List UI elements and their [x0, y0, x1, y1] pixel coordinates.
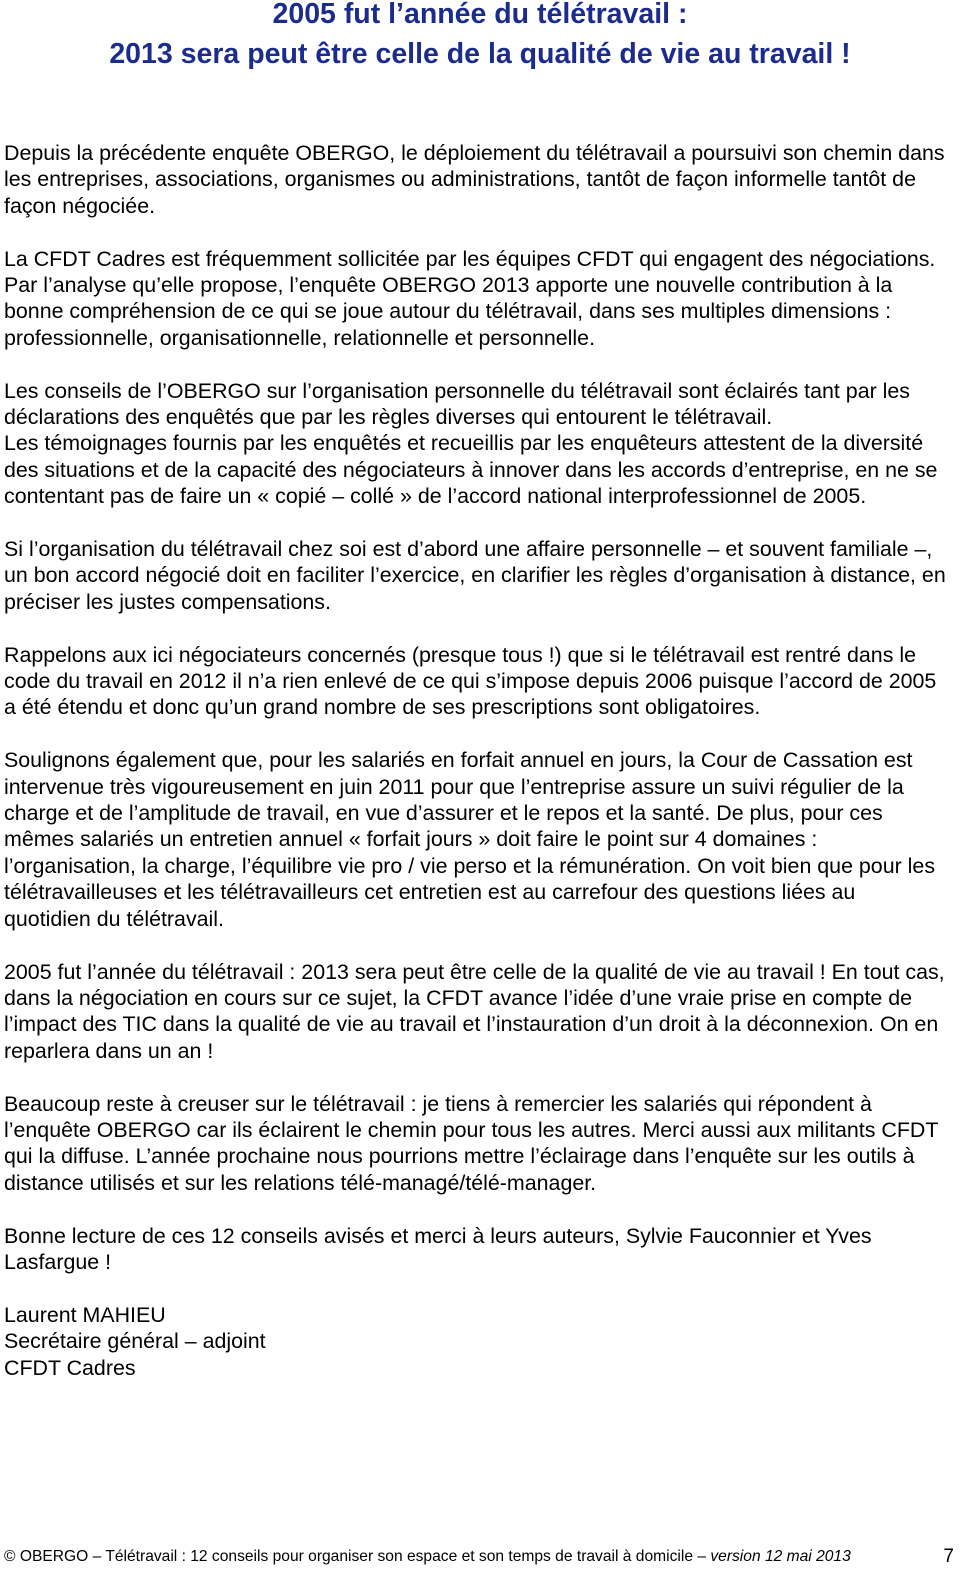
- paragraph: Les conseils de l’OBERGO sur l’organisation personnelle du télétravail sont éclairés tant par les déclarations des enquêtés que par les règles diverses qui entourent le télétravail.: [4, 378, 911, 430]
- page-footer: [4, 1547, 956, 1567]
- document-title-line-2: 2013 sera peut être celle de la qualité de vie au travail !: [109, 38, 851, 70]
- footer-text: © OBERGO – Télétravail : 12 conseils pour organiser son espace et son temps de travail à domicile –: [4, 1548, 711, 1565]
- signature-name: Laurent MAHIEU: [4, 1302, 166, 1327]
- signature-block: [4, 1302, 946, 1381]
- paragraph: Soulignons également que, pour les salariés en forfait annuel en jours, la Cour de Cassation est intervenue très vigoureusement en juin 2011 pour que l’entreprise assure un suivi régulier de la charge et de l’amplitude de travail, en vue d’assurer et le repos et la santé. De plus, pour ces mêmes salariés un entretien annuel « forfait jours » doit faire le point sur 4 domaines : l’organisation, la charge, l’équilibre vie pro / vie perso et la rémunération. On voit bien que pour les télétravailleuses et les télétravailleurs cet entretien est au carrefour des questions liées au quotidien du télétravail.: [4, 748, 936, 931]
- paragraph: Beaucoup reste à creuser sur le télétravail : je tiens à remercier les salariés qui répondent à l’enquête OBERGO car ils éclairent le chemin pour tous les autres. Merci aussi aux militants CFDT qui la diffuse. L’année prochaine nous pourrions mettre l’éclairage dans l’enquête sur les outils à distance utilisés et sur les relations télé-managé/télé-manager.: [4, 1091, 939, 1195]
- paragraph: Depuis la précédente enquête OBERGO, le déploiement du télétravail a poursuivi son chemin dans les entreprises, associations, organismes ou administrations, tantôt de façon informelle tantôt de façon négociée.: [4, 141, 945, 218]
- page-number: 7: [943, 1546, 954, 1567]
- signature-role: Secrétaire général – adjoint: [4, 1329, 266, 1354]
- signature-organization: CFDT Cadres: [4, 1355, 136, 1380]
- footer-version: version 12 mai 2013: [710, 1548, 851, 1565]
- paragraph: Si l’organisation du télétravail chez soi est d’abord une affaire personnelle – et souvent familiale –, un bon accord négocié doit en faciliter l’exercice, en clarifier les règles d’organisation à distance, en préciser les justes compensations.: [4, 537, 946, 614]
- document-title-line-1: 2005 fut l’année du télétravail :: [272, 0, 688, 30]
- paragraph: La CFDT Cadres est fréquemment sollicitée par les équipes CFDT qui engagent des négociations. Par l’analyse qu’elle propose, l’enquête OBERGO 2013 apporte une nouvelle contribution à la bonne compréhension de ce qui se joue autour du télétravail, dans ses multiples dimensions : professionnelle, organisationnelle, relationnelle et personnelle.: [4, 246, 936, 350]
- paragraph: 2005 fut l’année du télétravail : 2013 sera peut être celle de la qualité de vie au travail ! En tout cas, dans la négociation en cours sur ce sujet, la CFDT avance l’idée d’une vraie prise en compte de l’impact des TIC dans la qualité de vie au travail et l’instauration d’un droit à la déconnexion. On en reparlera dans un an !: [4, 959, 945, 1063]
- paragraph: Les témoignages fournis par les enquêtés et recueillis par les enquêteurs attestent de la diversité des situations et de la capacité des négociateurs à innover dans les accords d’entreprise, en ne se contentant pas de faire un « copié – collé » de l’accord national interprofessionnel de 2005.: [4, 431, 938, 509]
- paragraph: Bonne lecture de ces 12 conseils avisés et merci à leurs auteurs, Sylvie Fauconnier et Yves Lasfargue !: [4, 1223, 872, 1274]
- document-body: [4, 140, 946, 1381]
- paragraph: Rappelons aux ici négociateurs concernés (presque tous !) que si le télétravail est rentré dans le code du travail en 2012 il n’a rien enlevé de ce qui s’impose depuis 2006 puisque l’accord de 2005 a été étendu et donc qu’un grand nombre de ses prescriptions sont obligatoires.: [4, 642, 937, 720]
